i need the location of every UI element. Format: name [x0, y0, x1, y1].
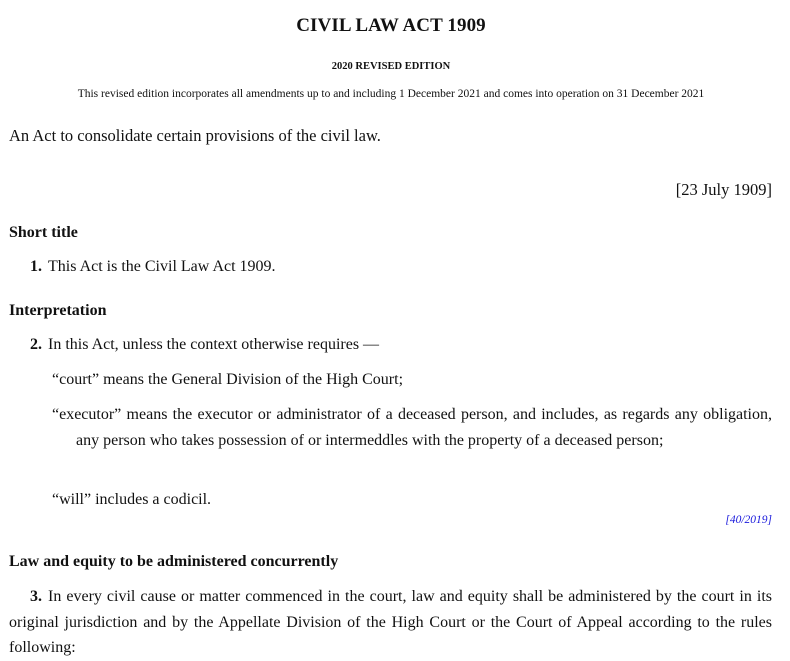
amendment-reference-link[interactable]: [40/2019] [725, 514, 772, 526]
definition-court: “court” means the General Division of the High Court; [52, 371, 404, 388]
definition-text: “executor” means the executor or administrator of a deceased person, and includes, as regards any obligation, any person who takes possession of or intermeddles with the property of a deceased person; [52, 406, 772, 449]
edition-label: 2020 REVISED EDITION [331, 61, 451, 72]
definition-will: “will” includes a codicil. [52, 491, 212, 508]
section-number: 2. [30, 336, 42, 353]
act-title: CIVIL LAW ACT 1909 [296, 15, 486, 36]
commencement-date: [23 July 1909] [675, 180, 772, 199]
section-heading-interpretation: Interpretation [9, 302, 107, 319]
section-3 [9, 584, 772, 661]
long-title: An Act to consolidate certain provisions of the civil law. [9, 126, 381, 145]
section-text: In this Act, unless the context otherwise requires — [48, 336, 380, 353]
section-heading-law-and-equity: Law and equity to be administered concurrently [9, 553, 339, 570]
section-text: This Act is the Civil Law Act 1909. [48, 258, 276, 275]
section-1 [30, 258, 276, 276]
definition-executor [52, 402, 772, 453]
section-number: 1. [30, 258, 42, 275]
section-text: In every civil cause or matter commenced in the court, law and equity shall be administered by the court in its original jurisdiction and by the Appellate Division of the High Court or the Court of Appeal according to the rules following: [9, 588, 772, 656]
section-2 [30, 336, 379, 354]
revision-note: This revised edition incorporates all amendments up to and including 1 December 2021 and comes into operation on 31 December 2021 [77, 88, 705, 100]
section-number: 3. [30, 588, 42, 605]
section-heading-short-title: Short title [9, 224, 78, 241]
